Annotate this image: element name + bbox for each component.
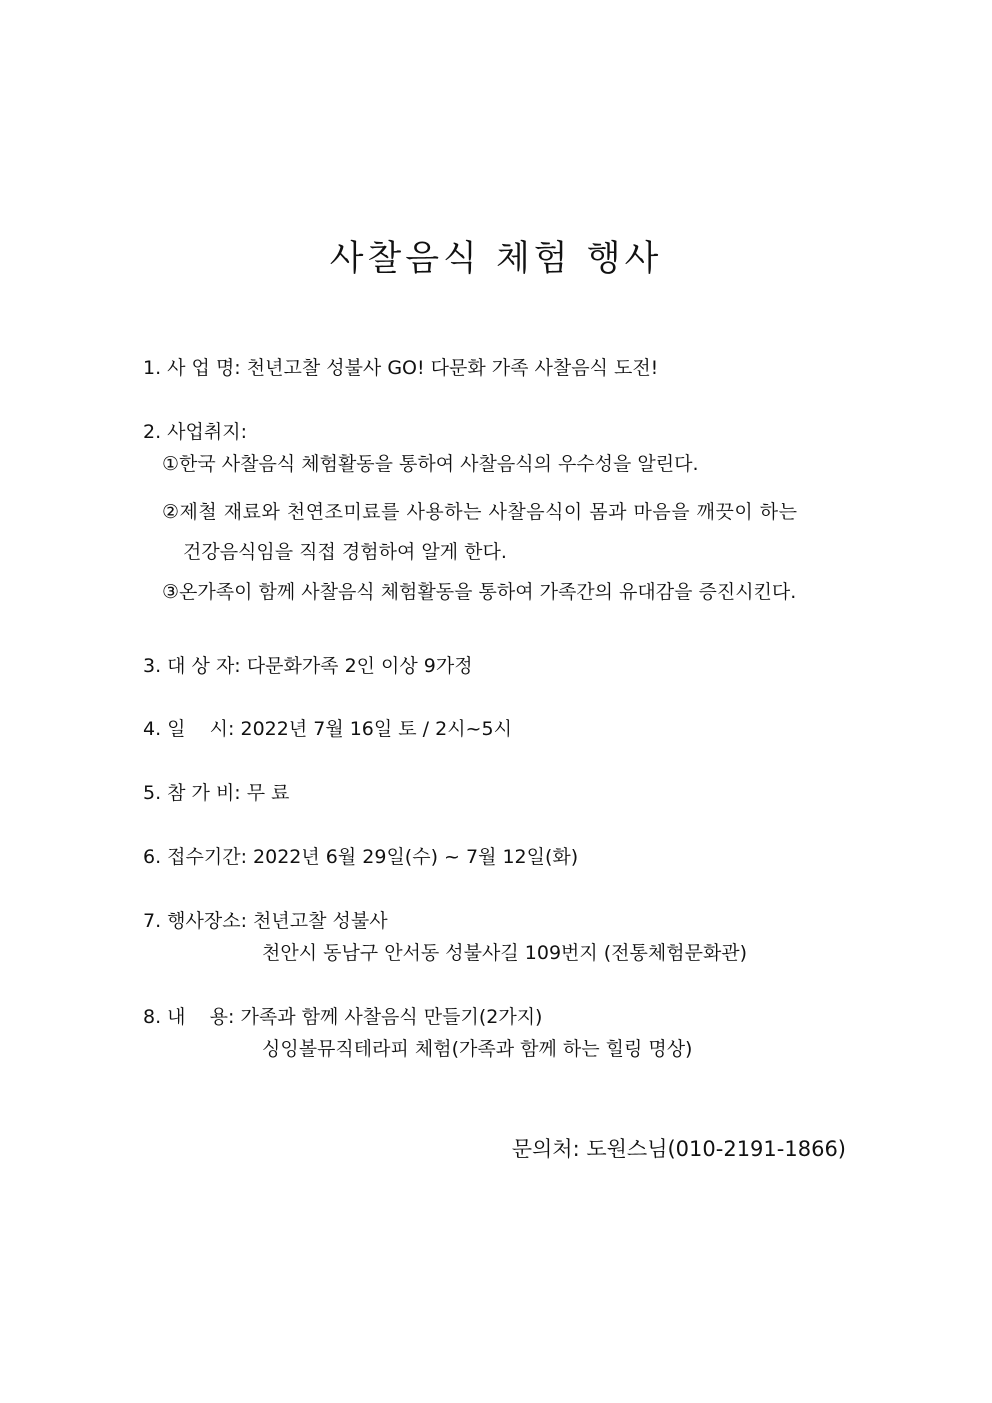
item-venue-address: 천안시 동남구 안서동 성불사길 109번지 (전통체험문화관)	[262, 942, 748, 964]
item-content	[143, 1005, 542, 1029]
item-venue-value: 천년고찰 성불사	[253, 910, 388, 932]
item-fee	[143, 781, 290, 805]
item-fee-value: 무 료	[246, 782, 290, 804]
purpose-point-3: ③온가족이 함께 사찰음식 체험활동을 통하여 가족간의 유대감을 증진시킨다.	[162, 581, 797, 603]
item-content-label: 8. 내 용:	[143, 1006, 235, 1028]
item-date	[143, 717, 512, 741]
item-target	[143, 654, 473, 678]
item-target-value: 다문화가족 2인 이상 9가정	[246, 655, 473, 677]
item-date-value: 2022년 7월 16일 토 / 2시~5시	[240, 718, 512, 740]
item-venue-label: 7. 행사장소:	[143, 910, 247, 932]
purpose-point-2-cont: 건강음식임을 직접 경험하여 알게 한다.	[183, 541, 507, 563]
item-name	[143, 356, 658, 380]
item-registration	[143, 845, 578, 869]
document-title: 사찰음식 체험 행사	[329, 239, 663, 280]
item-fee-label: 5. 참 가 비:	[143, 782, 241, 804]
item-target-label: 3. 대 상 자:	[143, 655, 241, 677]
purpose-point-2: ②제철 재료와 천연조미료를 사용하는 사찰음식이 몸과 마음을 깨끗이 하는	[162, 501, 798, 523]
item-name-label: 1. 사 업 명:	[143, 357, 241, 379]
item-registration-label: 6. 접수기간:	[143, 846, 247, 868]
item-purpose-label: 2. 사업취지:	[143, 421, 247, 443]
item-date-label: 4. 일 시:	[143, 718, 235, 740]
item-venue	[143, 909, 388, 933]
item-registration-value: 2022년 6월 29일(수) ~ 7월 12일(화)	[253, 846, 579, 868]
item-name-value: 천년고찰 성불사 GO! 다문화 가족 사찰음식 도전!	[246, 357, 659, 379]
contact-info: 문의처: 도원스님(010-2191-1866)	[511, 1137, 846, 1161]
purpose-point-1: ①한국 사찰음식 체험활동을 통하여 사찰음식의 우수성을 알린다.	[162, 453, 699, 475]
item-content-value-2: 싱잉볼뮤직테라피 체험(가족과 함께 하는 힐링 명상)	[262, 1038, 693, 1060]
item-content-value: 가족과 함께 사찰음식 만들기(2가지)	[240, 1006, 543, 1028]
